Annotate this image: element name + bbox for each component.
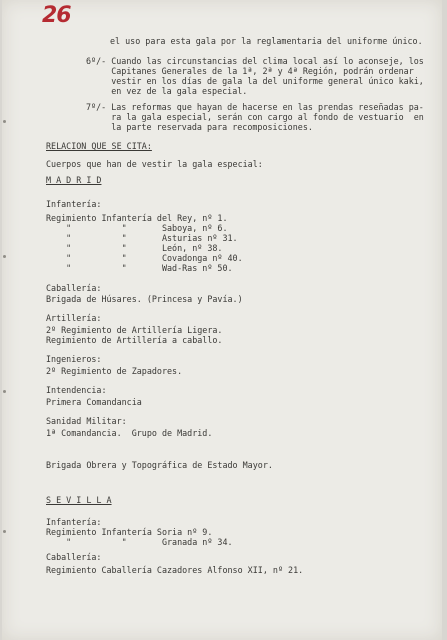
- madrid-infanteria-label: Infantería:: [46, 199, 102, 209]
- madrid-artilleria-line: 2º Regimiento de Artillería Ligera.: [46, 325, 223, 335]
- intro-line: el uso para esta gala por la reglamentaria del uniforme único.: [110, 36, 423, 46]
- madrid-intendencia-line: Primera Comandancia: [46, 397, 142, 407]
- sevilla-infanteria-line: " " Granada nº 34.: [46, 537, 233, 547]
- madrid-infanteria-line: " " León, nº 38.: [46, 243, 223, 253]
- paragraph-7-line-2: ra la gala especial, serán con cargo al fondo de vestuario en: [86, 112, 424, 122]
- paragraph-6-line-2: Capitanes Generales de la 1ª, 2ª y 4ª Región, podrán ordenar: [86, 66, 414, 76]
- madrid-brigada-obrera: Brigada Obrera y Topográfica de Estado Mayor.: [46, 460, 273, 470]
- madrid-infanteria-line: " " Wad-Ras nº 50.: [46, 263, 233, 273]
- paragraph-6-line-3: vestir en los días de gala la del uniforme general único kaki,: [86, 76, 424, 86]
- sevilla-heading: S E V I L L A: [46, 495, 112, 505]
- madrid-artilleria-line: Regimiento de Artillería a caballo.: [46, 335, 223, 345]
- madrid-ingenieros-label: Ingenieros:: [46, 354, 102, 364]
- madrid-sanidad-line: 1ª Comandancia. Grupo de Madrid.: [46, 428, 213, 438]
- relacion-subheading: Cuerpos que han de vestir la gala especial:: [46, 159, 263, 169]
- madrid-caballeria-line: Brigada de Húsares. (Princesa y Pavía.): [46, 294, 243, 304]
- sevilla-infanteria-label: Infantería:: [46, 517, 102, 527]
- sevilla-caballeria-label: Caballería:: [46, 552, 102, 562]
- madrid-ingenieros-line: 2º Regimiento de Zapadores.: [46, 366, 183, 376]
- sevilla-infanteria-line: Regimiento Infantería Soria nº 9.: [46, 527, 213, 537]
- madrid-infanteria-line: Regimiento Infantería del Rey, nº 1.: [46, 213, 228, 223]
- page-number: 26: [42, 3, 71, 28]
- sevilla-caballeria-line: Regimiento Caballería Cazadores Alfonso XII, nº 21.: [46, 565, 304, 575]
- madrid-infanteria-line: " " Saboya, nº 6.: [46, 223, 228, 233]
- paragraph-7-line-1: 7º/- Las reformas que hayan de hacerse en las prendas reseñadas pa-: [86, 102, 424, 112]
- paragraph-6-line-1: 6º/- Cuando las circunstancias del clima local así lo aconseje, los: [86, 56, 424, 66]
- madrid-caballeria-label: Caballería:: [46, 283, 102, 293]
- madrid-heading: M A D R I D: [46, 175, 102, 185]
- paragraph-6-line-4: en vez de la gala especial.: [86, 86, 248, 96]
- madrid-infanteria-line: " " Covadonga nº 40.: [46, 253, 243, 263]
- relacion-heading: RELACION QUE SE CITA:: [46, 141, 152, 151]
- madrid-sanidad-label: Sanidad Militar:: [46, 416, 127, 426]
- madrid-intendencia-label: Intendencia:: [46, 385, 107, 395]
- document-page: [2, 0, 442, 640]
- page-edge-holes: [2, 0, 12, 640]
- madrid-artilleria-label: Artillería:: [46, 313, 102, 323]
- paragraph-7-line-3: la parte reservada para recomposiciones.: [86, 122, 313, 132]
- madrid-infanteria-line: " " Asturias nº 31.: [46, 233, 238, 243]
